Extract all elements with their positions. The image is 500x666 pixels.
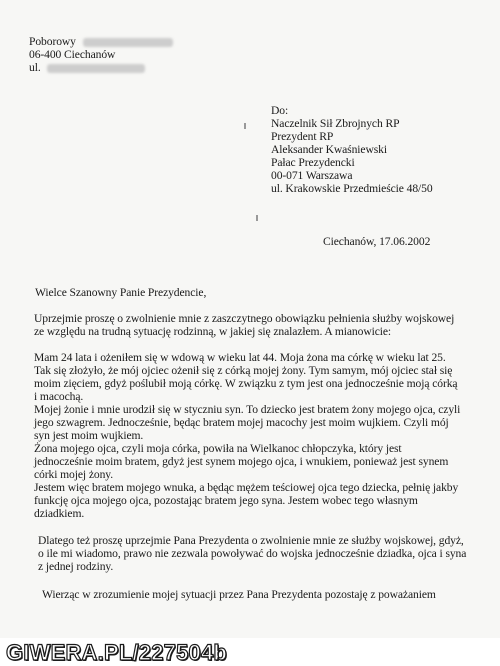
body-line: córki mojej żony. <box>34 468 114 481</box>
body-line: ze względu na trudną sytuację rodzinną, w jakiej się znalazłem. A mianowicie: <box>34 325 392 338</box>
body-line: Żona mojego ojca, czyli moja córka, powiła na Wielkanoc chłopczyka, który jest <box>34 442 402 455</box>
recipient-line-4: Pałac Prezydencki <box>271 156 355 169</box>
scan-mark <box>244 123 246 129</box>
recipient-line-2: Prezydent RP <box>271 130 334 143</box>
recipient-to: Do: <box>271 104 289 117</box>
body-line: Mam 24 lata i ożeniłem się w wdową w wieku lat 44. Moja żona ma córkę w wieku lat 25. <box>34 351 446 364</box>
body-line: Dlatego też proszę uprzejmie Pana Prezydenta o zwolnienie mnie ze służby wojskowej, gdyż, <box>38 534 464 547</box>
closing-line: Wierząc w zrozumienie mojej sytuacji przez Pana Prezydenta pozostaję z poważaniem <box>42 588 436 601</box>
salutation: Wielce Szanowny Panie Prezydencie, <box>35 286 207 299</box>
sender-street-label: ul. <box>29 61 41 74</box>
recipient-line-3: Aleksander Kwaśniewski <box>271 143 387 156</box>
body-line: Jestem więc bratem mojego wnuka, a będąc mężem teściowej ojca tego dziecka, pełnię jakby <box>34 481 459 494</box>
body-line: jednocześnie moim bratem, gdyż jest synem mojego ojca, i wnukiem, ponieważ jest synem <box>34 455 449 468</box>
body-line: dziadkiem. <box>34 507 85 520</box>
watermark-bar <box>0 638 500 666</box>
place-date: Ciechanów, 17.06.2002 <box>323 235 431 248</box>
sender-line-2: 06-400 Ciechanów <box>29 48 116 61</box>
scan-mark <box>256 215 258 221</box>
body-line: z jednej rodziny. <box>38 560 114 573</box>
sender-title: Poborowy <box>29 35 76 48</box>
site-watermark: GIWERA.PL/227504b <box>6 640 228 665</box>
body-line: jego szwagrem. Jednocześnie, będąc bratem mojej macochy jest moim wujkiem. Czyli mój <box>34 416 449 429</box>
recipient-line-1: Naczelnik Sił Zbrojnych RP <box>271 117 400 130</box>
sender-line-1 <box>29 35 173 48</box>
redacted-name <box>83 38 173 47</box>
sender-line-3 <box>29 61 145 74</box>
body-line: Mojej żonie i mnie urodził się w styczniu syn. To dziecko jest bratem żony mojego ojca, czyli <box>34 403 461 416</box>
body-line: o ile mi wiadomo, prawo nie zezwala powoływać do wojska jednocześnie dziadka, ojca i syna <box>38 547 467 560</box>
recipient-line-5: 00-071 Warszawa <box>271 169 353 182</box>
body-line: Uprzejmie proszę o zwolnienie mnie z zaszczytnego obowiązku pełnienia służby wojskowej <box>34 312 455 325</box>
body-line: funkcję ojca mojego ojca, pozostając bratem jego syna. Jestem wobec tego własnym <box>34 494 418 507</box>
body-line: Tak się złożyło, że mój ojciec ożenił się z córką mojej żony. Tym samym, mój ojciec stał się <box>34 364 453 377</box>
body-line: moim zięciem, gdyż poślubił moją córkę. W związku z tym jest ona jednocześnie moją córką <box>34 377 458 390</box>
recipient-line-6: ul. Krakowskie Przedmieście 48/50 <box>271 182 433 195</box>
redacted-address <box>47 64 145 73</box>
body-line: syn jest moim wujkiem. <box>34 429 144 442</box>
body-line: i macochą. <box>34 390 84 403</box>
